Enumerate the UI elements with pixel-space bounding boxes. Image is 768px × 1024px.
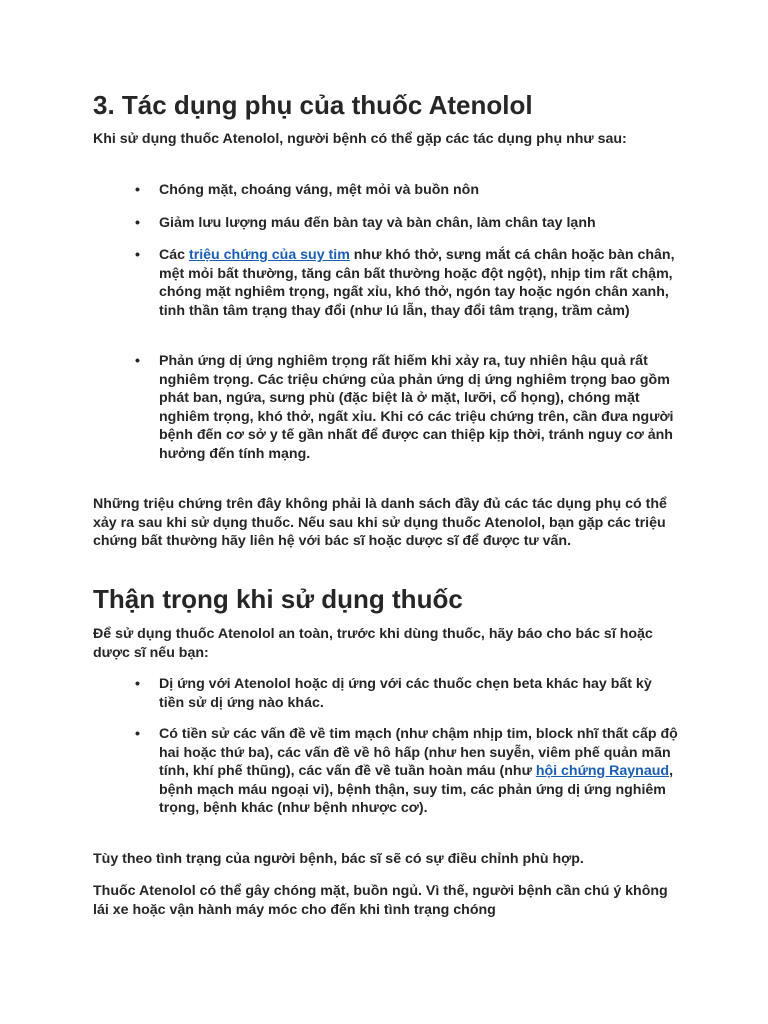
driving-warning-paragraph: Thuốc Atenolol có thể gây chóng mặt, buồn ngủ. Vì thế, người bệnh cần chú ý không lái xe hoặc vận hành máy móc cho đến khi tình trạng chóng <box>93 883 668 918</box>
adjustment-paragraph: Tùy theo tình trạng của người bệnh, bác sĩ sẽ có sự điều chỉnh phù hợp. <box>93 851 584 867</box>
list-item-text: như khó thở, sưng mắt cá chân hoặc bàn chân, mệt mỏi bất thường, tăng cân bất thường hoặc đột ngột), nhịp tim rất chậm, chóng mặt nghiêm trọng, ngất xỉu, khó thở, ngón tay hoặc ngón chân xanh, tinh thần tâm trạng thay đổi (như lú lẫn, thay đổi tâm trạng, trầm cảm) <box>159 247 675 319</box>
list-item: • Dị ứng với Atenolol hoặc dị ứng với các thuốc chẹn beta khác hay bất kỳ tiền sử dị ứng nào khác. <box>93 675 678 712</box>
heart-failure-symptoms-link[interactable]: triệu chứng của suy tim <box>188 247 350 263</box>
section-heading-precautions: Thận trọng khi sử dụng thuốc <box>93 584 463 614</box>
raynaud-syndrome-link[interactable]: hội chứng Raynaud <box>535 763 670 779</box>
list-item-text: , bệnh mạch máu ngoại vi), bệnh thận, suy tim, các phản ứng dị ứng nghiêm trọng, bệnh khác (như bệnh nhược cơ). <box>159 763 674 816</box>
precautions-intro: Để sử dụng thuốc Atenolol an toàn, trước khi dùng thuốc, hãy báo cho bác sĩ hoặc dược sĩ nếu bạn: <box>93 626 653 661</box>
list-item-text: Có tiền sử các vấn đề về tim mạch (như chậm nhịp tim, block nhĩ thất cấp độ hai hoặc thứ ba), các vấn đề về hô hấp (như hen suyễn, viêm phế quản mãn tính, khí phế thũng), các vấn đề về tuần hoàn máu (như <box>159 726 678 779</box>
list-item <box>93 246 678 320</box>
list-item: • Phản ứng dị ứng nghiêm trọng rất hiếm khi xảy ra, tuy nhiên hậu quả rất nghiêm trọng. Các triệu chứng của phản ứng dị ứng nghiêm trọng bao gồm phát ban, ngứa, sưng phù (đặc biệt là ở mặt, lưỡi, cổ họng), chóng mặt nghiêm trọng, khó thở, ngất xỉu. Khi có các triệu chứng trên, cần đưa người bệnh đến cơ sở y tế gần nhất để được can thiệp kịp thời, tránh nguy cơ ảnh hưởng đến tính mạng. <box>93 352 678 463</box>
section-heading-side-effects: 3. Tác dụng phụ của thuốc Atenolol <box>93 90 533 120</box>
side-effects-intro: Khi sử dụng thuốc Atenolol, người bệnh có thể gặp các tác dụng phụ như sau: <box>93 131 627 147</box>
list-item-text: Các <box>159 247 189 263</box>
list-item: • Giảm lưu lượng máu đến bàn tay và bàn chân, làm chân tay lạnh <box>93 214 678 233</box>
side-effects-outro: Những triệu chứng trên đây không phải là danh sách đầy đủ các tác dụng phụ có thể xảy ra sau khi sử dụng thuốc. Nếu sau khi sử dụng thuốc Atenolol, bạn gặp các triệu chứng bất thường hãy liên hệ với bác sĩ hoặc dược sĩ để được tư vấn. <box>93 496 667 549</box>
list-item <box>93 725 678 818</box>
list-item: • Chóng mặt, choáng váng, mệt mỏi và buồn nôn <box>93 181 678 200</box>
